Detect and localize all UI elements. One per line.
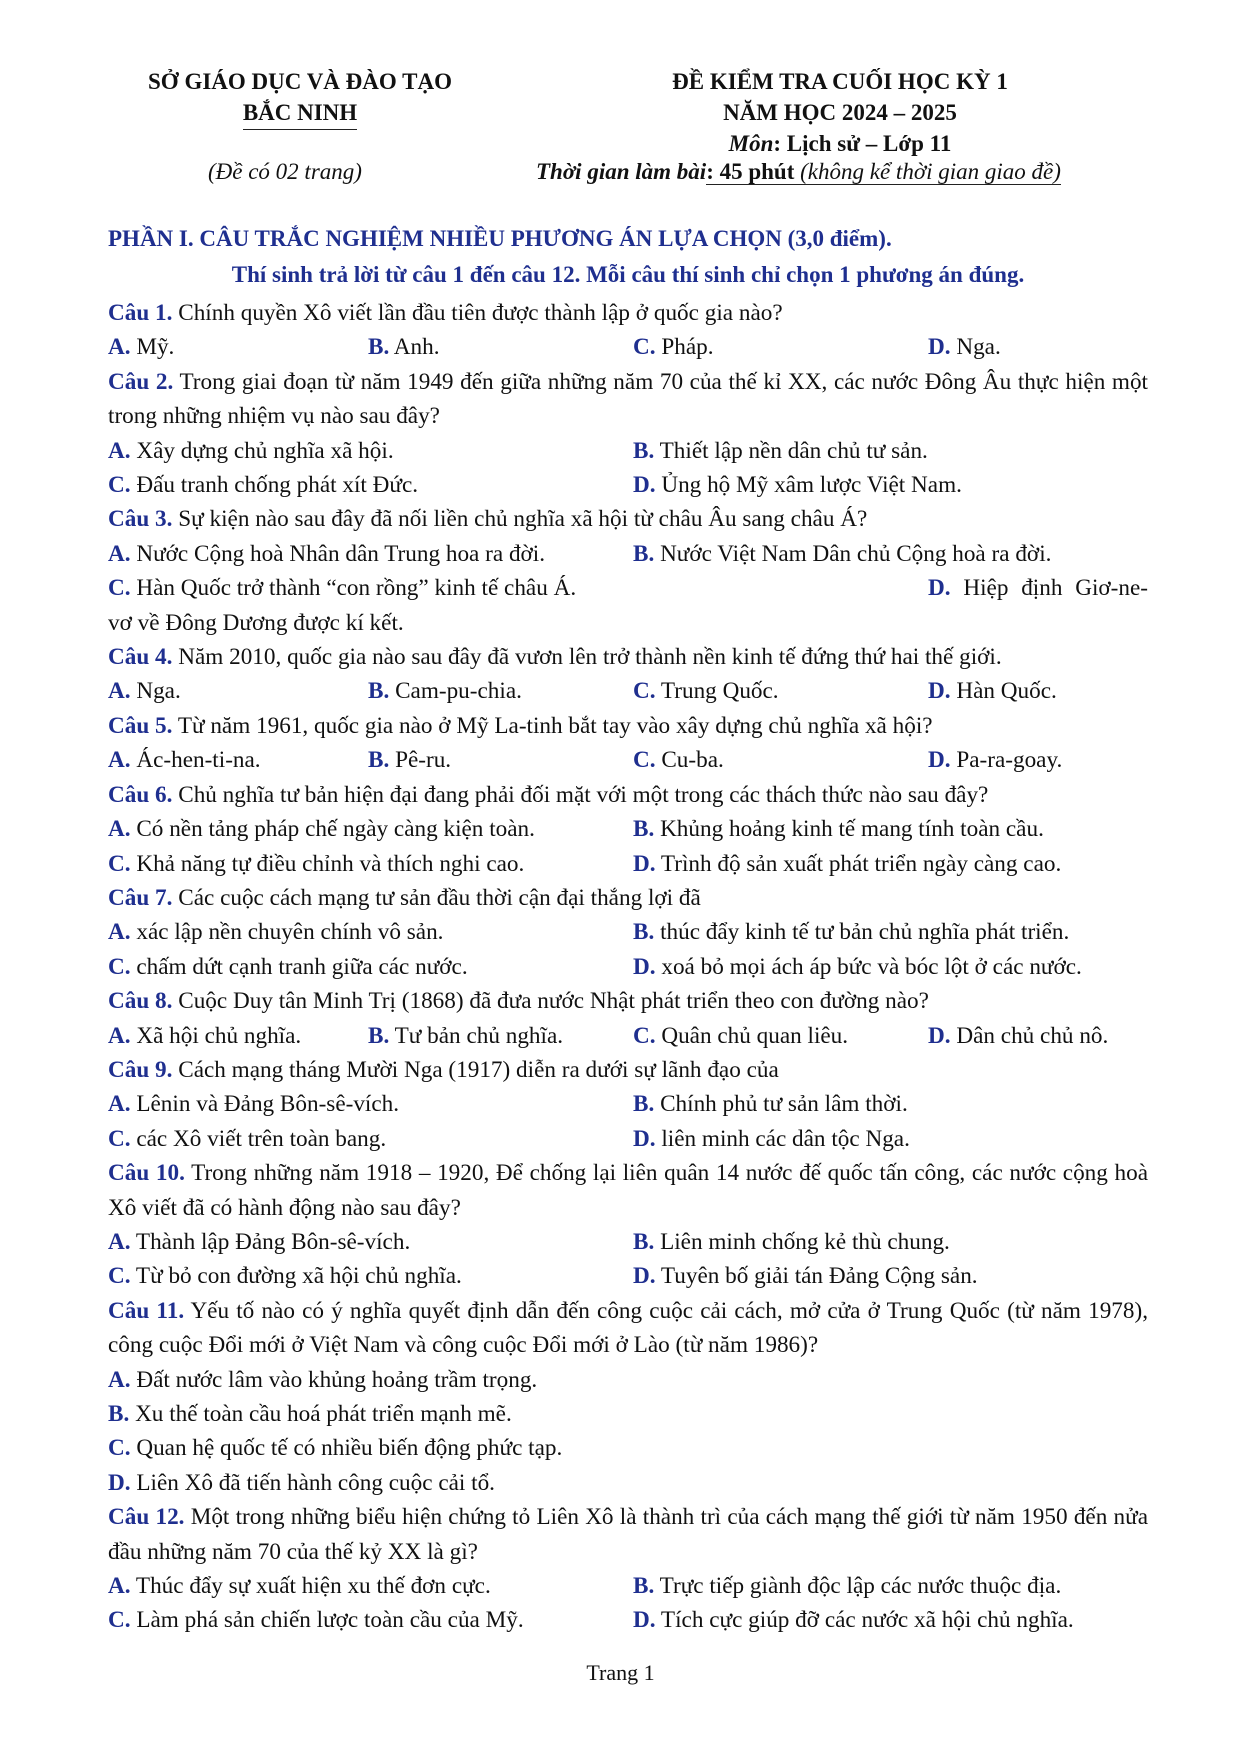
option-d <box>928 743 1148 777</box>
option-d <box>633 1259 1148 1293</box>
option-letter: A. <box>108 437 131 464</box>
question-number: Câu 9. <box>108 1056 173 1083</box>
question <box>108 502 1148 536</box>
option-text: Mỹ. <box>130 334 175 361</box>
question-number: Câu 2. <box>108 368 174 395</box>
header-left <box>100 66 500 130</box>
option-b <box>633 1087 1148 1121</box>
option-b <box>633 537 1148 571</box>
option-c <box>108 468 633 502</box>
option-letter: D. <box>633 953 656 980</box>
option-text: Nước Cộng hoà Nhân dân Trung hoa ra đời. <box>130 540 546 567</box>
question <box>108 778 1148 812</box>
option-text: xoá bỏ mọi ách áp bức và bóc lột ở các nước. <box>655 953 1082 980</box>
exam-title: ĐỀ KIỂM TRA CUỐI HỌC KỲ 1 <box>672 69 1008 94</box>
option-c <box>108 1431 1148 1465</box>
option-a <box>108 1225 633 1259</box>
page-count-note: (Đề có 02 trang) <box>208 159 362 184</box>
option-letter: D. <box>633 1125 656 1152</box>
option-c <box>108 950 633 984</box>
question-text: Sự kiện nào sau đây đã nối liền chủ nghĩa xã hội từ châu Âu sang châu Á? <box>172 506 868 533</box>
options <box>108 674 1148 708</box>
options <box>108 1087 1148 1156</box>
option-d <box>928 330 1148 364</box>
option-a <box>108 1569 633 1603</box>
option-text: Dân chủ chủ nô. <box>950 1022 1109 1049</box>
option-text: Liên minh chống kẻ thù chung. <box>654 1228 950 1255</box>
option-text: Thành lập Đảng Bôn-sê-vích. <box>130 1228 411 1255</box>
option-text: Cu-ba. <box>655 747 724 774</box>
option-d <box>928 674 1148 708</box>
option-letter: D. <box>928 334 951 361</box>
option-text: Hiệp định Giơ-ne-vơ về Đông Dương được kí kết. <box>108 575 1148 636</box>
option-letter: B. <box>368 678 390 705</box>
part-title: PHẦN I. CÂU TRẮC NGHIỆM NHIỀU PHƯƠNG ÁN LỰA CHỌN (3,0 điểm). <box>108 226 892 251</box>
option-text: Trực tiếp giành độc lập các nước thuộc địa. <box>654 1573 1062 1600</box>
option-letter: B. <box>633 437 655 464</box>
option-b <box>633 1569 1148 1603</box>
option-letter: B. <box>108 1401 130 1427</box>
option-letter: A. <box>108 678 131 705</box>
option-text: Quan hệ quốc tế có nhiều biến động phức tạp. <box>130 1435 563 1462</box>
option-c <box>108 847 633 881</box>
option-text: Xây dựng chủ nghĩa xã hội. <box>130 437 394 464</box>
question-text: Các cuộc cách mạng tư sản đầu thời cận đại thắng lợi đã <box>172 884 701 911</box>
question <box>108 1500 1148 1569</box>
question-number: Câu 11. <box>108 1297 185 1324</box>
option-letter: B. <box>633 919 655 946</box>
question-number: Câu 6. <box>108 781 173 808</box>
option-d <box>633 950 1148 984</box>
option-letter: B. <box>633 1228 655 1255</box>
option-text: Đấu tranh chống phát xít Đức. <box>130 472 419 499</box>
question-number: Câu 8. <box>108 988 173 1015</box>
options <box>108 915 1148 984</box>
question-text: Chính quyền Xô viết lần đầu tiên được thành lập ở quốc gia nào? <box>172 300 783 326</box>
option-c <box>633 1019 928 1053</box>
option-a <box>108 1087 633 1121</box>
subject-line <box>600 128 1080 159</box>
option-letter: D. <box>928 678 951 705</box>
options <box>108 743 1148 777</box>
options <box>108 434 1148 503</box>
option-d <box>633 847 1148 881</box>
options <box>108 812 1148 881</box>
question-text: Cách mạng tháng Mười Nga (1917) diễn ra dưới sự lãnh đạo của <box>172 1056 779 1083</box>
time-note: (không kể thời gian giao đề) <box>794 159 1061 184</box>
option-letter: C. <box>633 334 656 361</box>
time-line <box>536 159 1061 185</box>
option-a <box>108 674 368 708</box>
option-a <box>108 1363 1148 1397</box>
question <box>108 296 1148 330</box>
time-label: Thời gian làm bài <box>536 159 707 184</box>
option-b <box>108 1397 1148 1431</box>
option-letter: A. <box>108 540 131 567</box>
option-text: Hàn Quốc. <box>950 678 1057 705</box>
option-letter: C. <box>108 1263 131 1290</box>
option-text: Chính phủ tư sản lâm thời. <box>654 1091 908 1118</box>
question-text: Một trong những biểu hiện chứng tỏ Liên Xô là thành trì của cách mạng thế giới từ năm 1950 đến nửa đầu những năm 70 của thế kỷ XX là gì? <box>108 1504 1148 1565</box>
question <box>108 640 1148 674</box>
question-text: Chủ nghĩa tư bản hiện đại đang phải đối mặt với một trong các thách thức nào sau đây? <box>172 781 989 808</box>
option-a <box>108 812 633 846</box>
option-text: Đất nước lâm vào khủng hoảng trầm trọng. <box>130 1366 538 1393</box>
option-text: Tuyên bố giải tán Đảng Cộng sản. <box>655 1263 978 1290</box>
option-letter: C. <box>108 575 131 602</box>
subject-value: : Lịch sử – Lớp 11 <box>773 131 952 156</box>
question-number: Câu 1. <box>108 300 173 326</box>
option-b <box>368 330 633 364</box>
option-a <box>108 915 633 949</box>
subject-label: Môn <box>728 131 774 156</box>
question-number: Câu 10. <box>108 1160 185 1187</box>
option-text: Xã hội chủ nghĩa. <box>130 1022 302 1049</box>
option-letter: A. <box>108 747 131 774</box>
option-text: Ủng hộ Mỹ xâm lược Việt Nam. <box>655 472 962 499</box>
option-text: Có nền tảng pháp chế ngày càng kiện toàn. <box>130 816 535 843</box>
option-text: Anh. <box>389 334 440 361</box>
option-c <box>108 1603 633 1637</box>
question-text: Trong những năm 1918 – 1920, Để chống lại liên quân 14 nước đế quốc tấn công, các nước cộng hoà Xô viết đã có hành động nào sau đây? <box>108 1160 1148 1221</box>
option-c <box>108 571 928 605</box>
option-text: Pháp. <box>655 334 714 361</box>
question-number: Câu 4. <box>108 644 173 671</box>
option-text: chấm dứt cạnh tranh giữa các nước. <box>130 953 468 980</box>
option-b <box>633 1225 1148 1259</box>
option-text: Tư bản chủ nghĩa. <box>389 1022 564 1049</box>
option-text: Thúc đẩy sự xuất hiện xu thế đơn cực. <box>130 1573 491 1600</box>
option-c <box>108 1122 633 1156</box>
option-text: Liên Xô đã tiến hành công cuộc cải tổ. <box>130 1469 495 1496</box>
option-text: Trình độ sản xuất phát triển ngày càng cao. <box>655 850 1062 877</box>
option-text: Thiết lập nền dân chủ tư sản. <box>654 437 928 464</box>
option-text: Khả năng tự điều chỉnh và thích nghi cao. <box>130 850 525 877</box>
option-text: Khủng hoảng kinh tế mang tính toàn cầu. <box>654 816 1044 843</box>
options <box>108 1019 1148 1053</box>
option-letter: D. <box>633 1263 656 1290</box>
question-number: Câu 12. <box>108 1504 185 1531</box>
question-text: Năm 2010, quốc gia nào sau đây đã vươn lên trở thành nền kinh tế đứng thứ hai thế giới. <box>172 644 1002 671</box>
option-letter: C. <box>633 678 656 705</box>
question-text: Từ năm 1961, quốc gia nào ở Mỹ La-tinh bắt tay vào xây dựng chủ nghĩa xã hội? <box>172 712 933 739</box>
option-letter: C. <box>633 747 656 774</box>
questions-list <box>108 296 1148 1638</box>
option-letter: D. <box>108 1469 131 1496</box>
option-letter: D. <box>633 1607 656 1634</box>
department-name: SỞ GIÁO DỤC VÀ ĐÀO TẠO <box>148 69 452 94</box>
option-d <box>633 1603 1148 1637</box>
option-a <box>108 1019 368 1053</box>
option-letter: A. <box>108 919 131 946</box>
option-text: Làm phá sản chiến lược toàn cầu của Mỹ. <box>130 1607 524 1634</box>
question-number: Câu 5. <box>108 712 173 739</box>
question-text: Trong giai đoạn từ năm 1949 đến giữa những năm 70 của thế kỉ XX, các nước Đông Âu thực hiện một trong những nhiệm vụ nào sau đây? <box>108 368 1148 430</box>
option-b <box>633 434 1148 468</box>
question <box>108 1294 1148 1363</box>
option-text: các Xô viết trên toàn bang. <box>130 1125 387 1152</box>
option-text: thúc đẩy kinh tế tư bản chủ nghĩa phát triển. <box>654 919 1070 946</box>
option-text: liên minh các dân tộc Nga. <box>655 1125 910 1152</box>
question <box>108 881 1148 915</box>
option-a <box>108 537 633 571</box>
option-letter: A. <box>108 1573 131 1600</box>
time-value: : 45 phút <box>706 159 795 184</box>
options <box>108 1363 1148 1501</box>
option-text: Trung Quốc. <box>655 678 779 705</box>
options <box>108 330 1148 364</box>
question-number: Câu 3. <box>108 506 173 533</box>
option-letter: C. <box>108 953 131 980</box>
option-text: Xu thế toàn cầu hoá phát triển mạnh mẽ. <box>129 1401 512 1427</box>
option-text: Quân chủ quan liêu. <box>655 1022 849 1049</box>
option-letter: D. <box>633 472 656 499</box>
option-text: Hàn Quốc trở thành “con rồng” kinh tế châu Á. <box>130 575 577 602</box>
option-a <box>108 434 633 468</box>
option-letter: B. <box>368 334 390 361</box>
option-b <box>633 915 1148 949</box>
option-letter: A. <box>108 1228 131 1255</box>
option-b <box>368 743 633 777</box>
option-d <box>108 1466 1148 1500</box>
option-letter: D. <box>633 850 656 877</box>
options <box>108 1225 1148 1294</box>
option-a <box>108 743 368 777</box>
option-letter: B. <box>633 816 655 843</box>
option-letter: A. <box>108 1366 131 1393</box>
school-year: NĂM HỌC 2024 – 2025 <box>723 100 957 125</box>
option-letter: C. <box>108 1435 131 1462</box>
option-text: xác lập nền chuyên chính vô sản. <box>130 919 444 946</box>
option-text: Pê-ru. <box>389 747 452 774</box>
option-letter: A. <box>108 1022 131 1049</box>
option-c <box>633 674 928 708</box>
question <box>108 1156 1148 1225</box>
option-letter: B. <box>633 540 655 567</box>
option-c <box>633 330 928 364</box>
option-letter: D. <box>928 1022 951 1049</box>
question <box>108 709 1148 743</box>
option-letter: B. <box>368 747 390 774</box>
option-letter: D. <box>928 575 951 602</box>
option-text: Lênin và Đảng Bôn-sê-vích. <box>130 1091 400 1118</box>
option-letter: D. <box>928 747 951 774</box>
part-instruction: Thí sinh trả lời từ câu 1 đến câu 12. Mỗi câu thí sinh chỉ chọn 1 phương án đúng. <box>231 262 1025 287</box>
option-letter: A. <box>108 1091 131 1118</box>
option-b <box>368 1019 633 1053</box>
option-c <box>108 1259 633 1293</box>
option-d <box>928 1019 1148 1053</box>
option-b <box>633 812 1148 846</box>
option-row <box>108 571 1148 640</box>
question <box>108 984 1148 1018</box>
option-text: Ác-hen-ti-na. <box>130 747 261 774</box>
option-letter: B. <box>633 1091 655 1118</box>
option-letter: C. <box>108 850 131 877</box>
option-text: Nga. <box>130 678 181 705</box>
options <box>108 1569 1148 1638</box>
option-letter: C. <box>108 1125 131 1152</box>
question <box>108 1053 1148 1087</box>
option-letter: C. <box>633 1022 656 1049</box>
question-text: Cuộc Duy tân Minh Trị (1868) đã đưa nước Nhật phát triển theo con đường nào? <box>172 988 929 1015</box>
option-b <box>368 674 633 708</box>
option-letter: A. <box>108 334 131 361</box>
option-c <box>633 743 928 777</box>
options <box>108 537 1148 571</box>
option-d <box>633 468 1148 502</box>
option-text: Từ bỏ con đường xã hội chủ nghĩa. <box>130 1263 462 1290</box>
option-letter: A. <box>108 816 131 843</box>
page-number: Trang 1 <box>586 1660 655 1685</box>
option-text: Nga. <box>950 334 1001 361</box>
question-number: Câu 7. <box>108 884 173 911</box>
option-letter: C. <box>108 472 131 499</box>
option-text: Nước Việt Nam Dân chủ Cộng hoà ra đời. <box>654 540 1052 567</box>
option-text: Pa-ra-goay. <box>950 747 1063 774</box>
option-text: Tích cực giúp đỡ các nước xã hội chủ nghĩa. <box>655 1607 1074 1634</box>
header-right <box>600 66 1080 159</box>
option-text: Cam-pu-chia. <box>389 678 522 705</box>
question-text: Yếu tố nào có ý nghĩa quyết định dẫn đến công cuộc cải cách, mở cửa ở Trung Quốc (từ năm 1978), công cuộc Đổi mới ở Việt Nam và công cuộc Đổi mới ở Lào (từ năm 1986)? <box>108 1297 1148 1359</box>
option-letter: C. <box>108 1607 131 1634</box>
option-d <box>633 1122 1148 1156</box>
option-letter: B. <box>368 1022 390 1049</box>
option-a <box>108 330 368 364</box>
province-name: BẮC NINH <box>243 97 357 130</box>
question <box>108 365 1148 434</box>
option-letter: B. <box>633 1573 655 1600</box>
